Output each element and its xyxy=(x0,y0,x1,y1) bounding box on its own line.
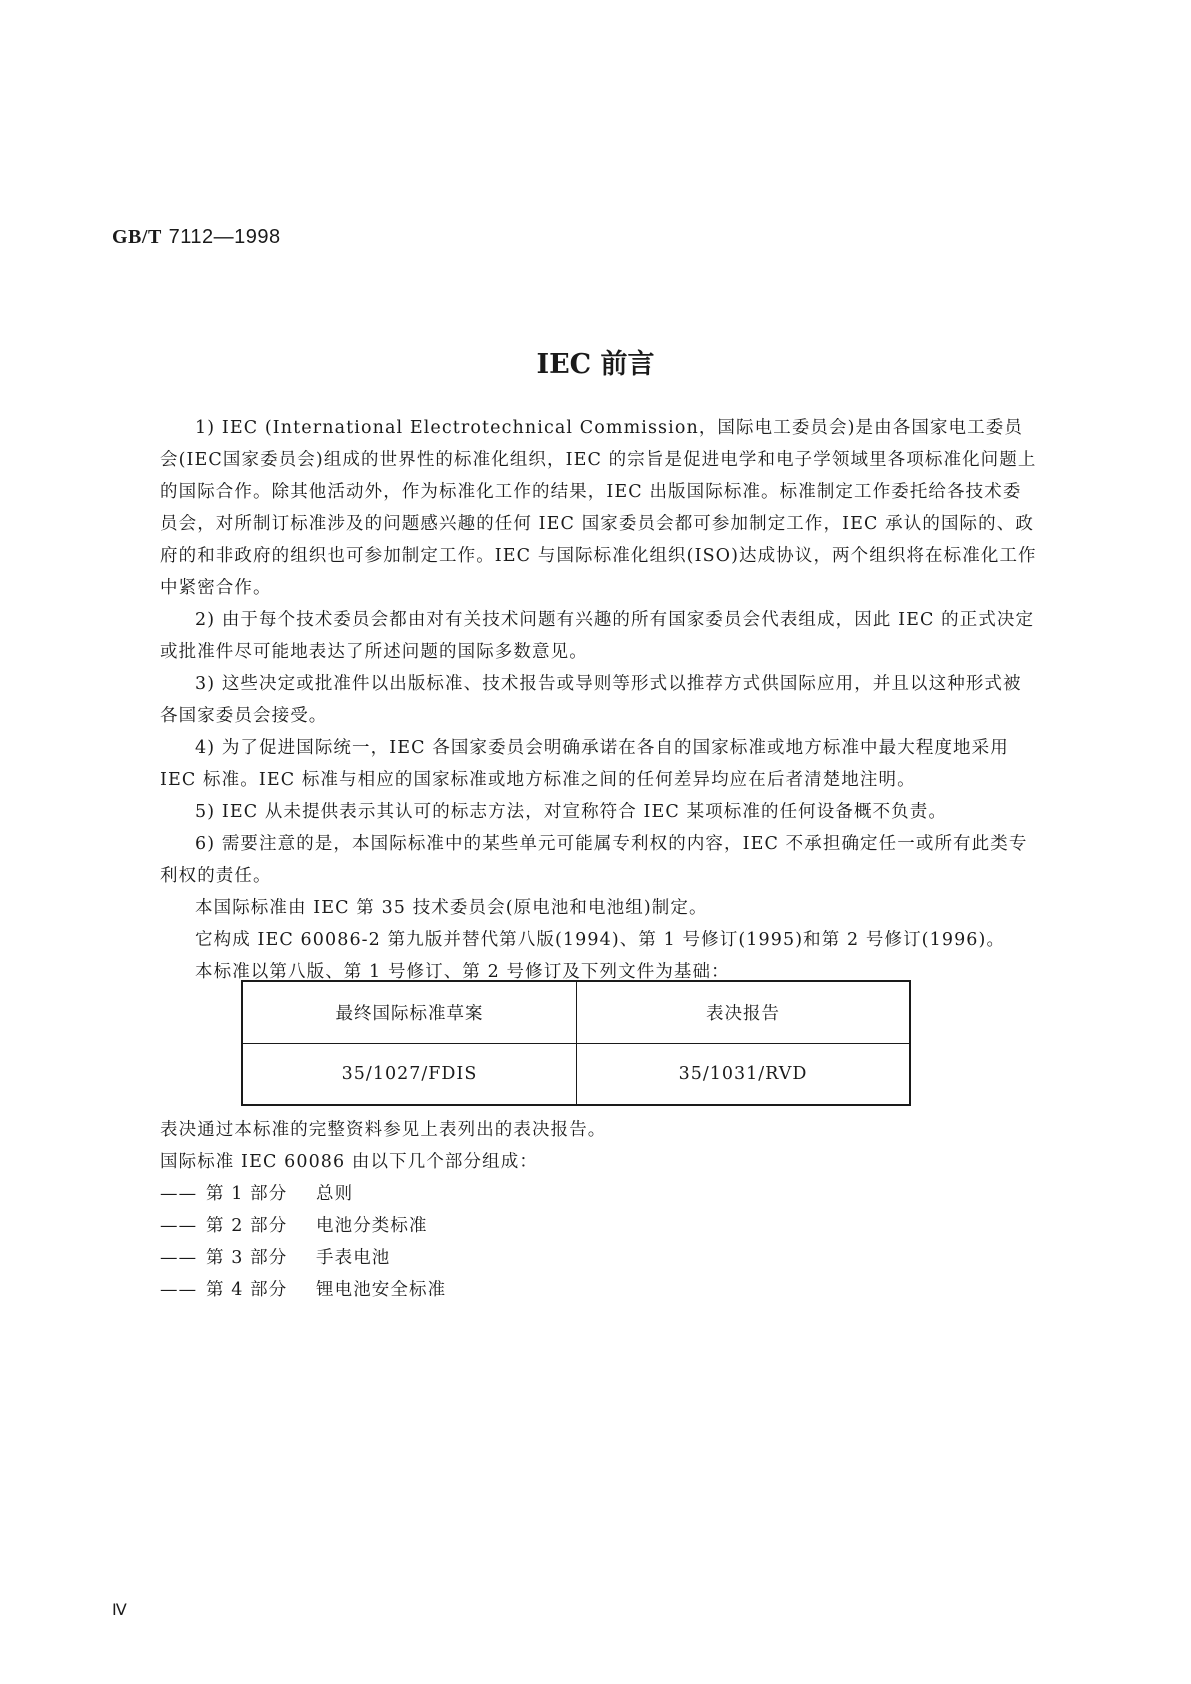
part-name: 锂电池安全标准 xyxy=(316,1280,447,1300)
list-dash: —— xyxy=(160,1216,198,1236)
paragraph-parts-intro: 国际标准 IEC 60086 由以下几个部分组成： xyxy=(160,1152,538,1172)
table-header-rvd: 表决报告 xyxy=(577,982,909,1044)
table-cell-rvd: 35/1031/RVD xyxy=(678,1064,808,1084)
after-table-text xyxy=(160,1114,1040,1306)
paragraph-6: 6) 需要注意的是，本国际标准中的某些单元可能属专利权的内容，IEC 不承担确定任一或所有此类专利权的责任。 xyxy=(160,834,1028,886)
list-item xyxy=(160,1274,1040,1306)
foreword-body xyxy=(160,412,1040,988)
paragraph-committee: 本国际标准由 IEC 第 35 技术委员会(原电池和电池组)制定。 xyxy=(195,898,708,918)
standard-code-number: 7112—1998 xyxy=(168,226,281,248)
paragraph-1: 1) IEC (International Electrotechnical Commission，国际电工委员会)是由各国家电工委员会(IEC国家委员会)组成的世界性的标准化组织，IEC 的宗旨是促进电学和电子学领域里各项标准化问题上的国际合作。除其他活动外，作为标准化工作的结果，IEC 出版国际标准。标准制定工作委托给各技术委员会，对所制订标准涉及的问题感兴趣的任何 IEC 国家委员会都可参加制定工作，IEC 承认的国际的、政府的和非政府的组织也可参加制定工作。IEC 与国际标准化组织(ISO)达成协议，两个组织将在标准化工作中紧密合作。 xyxy=(160,418,1037,598)
paragraph-edition: 它构成 IEC 60086-2 第九版并替代第八版(1994)、第 1 号修订(1995)和第 2 号修订(1996)。 xyxy=(195,930,1006,950)
list-dash: —— xyxy=(160,1184,198,1204)
table-cell-fdis: 35/1027/FDIS xyxy=(243,1044,577,1104)
page-number: Ⅳ xyxy=(112,1602,127,1619)
paragraph-3: 3) 这些决定或批准件以出版标准、技术报告或导则等形式以推荐方式供国际应用，并且以这种形式被各国家委员会接受。 xyxy=(160,674,1022,726)
table-header-fdis: 最终国际标准草案 xyxy=(243,982,577,1044)
part-name: 电池分类标准 xyxy=(316,1216,428,1236)
parts-list xyxy=(160,1178,1040,1306)
paragraph-5: 5) IEC 从未提供表示其认可的标志方法，对宣称符合 IEC 某项标准的任何设备概不负责。 xyxy=(195,802,947,822)
list-item xyxy=(160,1242,1040,1274)
page-title: IEC 前言 xyxy=(536,349,655,380)
paragraph-basis: 本标准以第八版、第 1 号修订、第 2 号修订及下列文件为基础： xyxy=(195,962,730,982)
paragraph-2: 2) 由于每个技术委员会都由对有关技术问题有兴趣的所有国家委员会代表组成，因此 IEC 的正式决定或批准件尽可能地表达了所述问题的国际多数意见。 xyxy=(160,610,1035,662)
list-dash: —— xyxy=(160,1248,198,1268)
standard-code-prefix: GB/T xyxy=(112,226,162,248)
part-number: 第 2 部分 xyxy=(206,1216,288,1236)
list-item xyxy=(160,1178,1040,1210)
list-item xyxy=(160,1210,1040,1242)
documents-table xyxy=(241,980,911,1106)
standard-code xyxy=(112,224,281,249)
part-name: 手表电池 xyxy=(316,1248,391,1268)
paragraph-voting: 表决通过本标准的完整资料参见上表列出的表决报告。 xyxy=(160,1120,607,1140)
paragraph-4: 4) 为了促进国际统一，IEC 各国家委员会明确承诺在各自的国家标准或地方标准中最大程度地采用 IEC 标准。IEC 标准与相应的国家标准或地方标准之间的任何差异均应在后者清楚地注明。 xyxy=(160,738,1009,790)
part-name: 总则 xyxy=(316,1184,354,1204)
part-number: 第 4 部分 xyxy=(206,1280,288,1300)
part-number: 第 3 部分 xyxy=(206,1248,288,1268)
part-number: 第 1 部分 xyxy=(206,1184,288,1204)
list-dash: —— xyxy=(160,1280,198,1300)
